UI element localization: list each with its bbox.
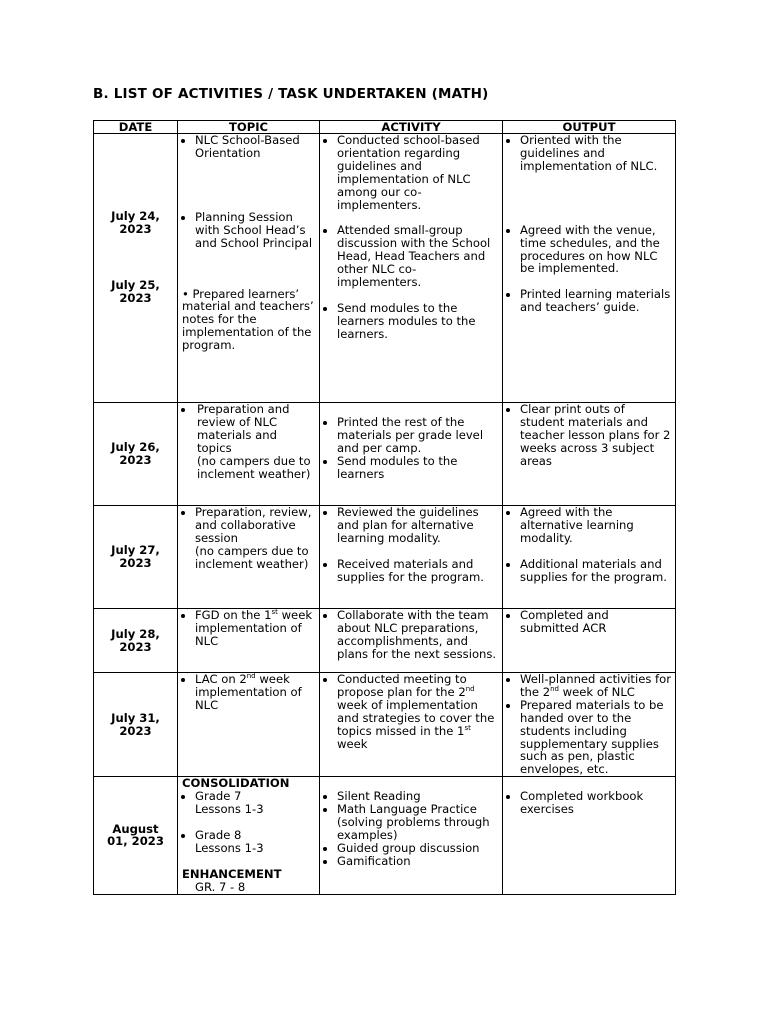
topic-sub: Lessons 1-3: [195, 840, 264, 855]
activity-item: • Conducted school-based orientation regarding guidelines and implementation of NLC among our co-implementers.: [337, 134, 498, 211]
topic-item: • Planning Session with School Head’s and School Principal: [195, 211, 315, 250]
date-label: July 24, 2023: [111, 209, 160, 237]
topic-item: • Grade 8: [195, 829, 315, 842]
activity-item: • Gamification: [337, 855, 498, 868]
date-label: August 01, 2023: [107, 821, 164, 849]
output-item: • Completed and submitted ACR: [520, 609, 671, 635]
date-cell: [94, 673, 178, 777]
output-item: • Oriented with the guidelines and implementation of NLC.: [520, 134, 671, 173]
topic-cell: [178, 134, 320, 403]
activity-item: • Send modules to the learners modules to the learners.: [337, 302, 498, 341]
activity-cell: [320, 403, 503, 506]
activity-item: • Received materials and supplies for the program.: [337, 558, 498, 584]
output-item: • Additional materials and supplies for the program.: [520, 558, 671, 584]
header-activity: ACTIVITY: [320, 121, 503, 134]
output-item: • Completed workbook exercises: [520, 790, 671, 816]
table-row: [94, 609, 676, 673]
date-cell: [94, 506, 178, 609]
date-label: July 26, 2023: [111, 440, 160, 467]
topic-cell: [178, 609, 320, 673]
output-item: • Prepared materials to be handed over to the students including supplementary supplies such as pen, plastic envelopes, etc.: [520, 699, 671, 776]
consolidation-heading: CONSOLIDATION: [182, 776, 290, 791]
topic-sub: GR. 7 - 8: [195, 879, 246, 894]
activity-item: • Conducted meeting to propose plan for the 2nd week of implementation and strategies to cover the topics missed in the 1st week: [337, 673, 498, 750]
header-topic: TOPIC: [178, 121, 320, 134]
output-item: • Clear print outs of student materials and teacher lesson plans for 2 weeks across 3 subject areas: [520, 403, 671, 468]
activities-table: [93, 120, 676, 895]
topic-item: • NLC School-Based Orientation: [195, 134, 315, 160]
date-label: July 25, 2023: [111, 278, 160, 305]
activity-item: • Reviewed the guidelines and plan for alternative learning modality.: [337, 506, 498, 545]
topic-cell: [178, 403, 320, 506]
date-label: July 28, 2023: [111, 626, 160, 654]
output-item: • Agreed with the venue, time schedules, and the procedures on how NLC be implemented.: [520, 224, 671, 276]
output-cell: [503, 673, 676, 777]
activity-cell: [320, 134, 503, 403]
output-item: • Printed learning materials and teachers’ guide.: [520, 288, 671, 314]
topic-item: • FGD on the 1st week implementation of NLC: [195, 609, 315, 648]
activity-item: • Silent Reading: [337, 790, 498, 803]
activity-cell: [320, 506, 503, 609]
activity-item: • Math Language Practice (solving problems through examples): [337, 803, 498, 842]
activity-cell: [320, 777, 503, 894]
date-label: July 31, 2023: [111, 710, 160, 738]
date-label: July 27, 2023: [111, 543, 160, 570]
topic-sub: Lessons 1-3: [195, 802, 264, 817]
document-title: B. LIST OF ACTIVITIES / TASK UNDERTAKEN (MATH): [93, 86, 489, 102]
topic-cell: [178, 777, 320, 894]
date-cell: [94, 609, 178, 673]
topic-text: • Prepared learners’ material and teachers’ notes for the implementation of the program.: [182, 286, 314, 353]
enhancement-heading: ENHANCEMENT: [182, 866, 282, 881]
table-header-row: [94, 121, 676, 134]
topic-cell: [178, 673, 320, 777]
topic-cell: [178, 506, 320, 609]
table-row: [94, 673, 676, 777]
date-cell: [94, 403, 178, 506]
output-cell: [503, 506, 676, 609]
topic-item: • LAC on 2nd week implementation of NLC: [195, 673, 315, 712]
activity-item: • Printed the rest of the materials per grade level and per camp.: [337, 416, 498, 455]
output-cell: [503, 134, 676, 403]
date-cell: [94, 777, 178, 894]
activity-cell: [320, 609, 503, 673]
activity-item: • Send modules to the learners: [337, 455, 498, 481]
activity-cell: [320, 673, 503, 777]
header-date: DATE: [94, 121, 178, 134]
output-item: • Well-planned activities for the 2nd week of NLC: [520, 673, 671, 699]
topic-item: • Grade 7: [195, 790, 315, 803]
topic-item: • Preparation and review of NLC materials and topics (no campers due to inclement weather): [195, 403, 315, 480]
output-cell: [503, 777, 676, 894]
activity-item: • Collaborate with the team about NLC preparations, accomplishments, and plans for the next sessions.: [337, 609, 498, 661]
table-row: [94, 403, 676, 506]
header-output: OUTPUT: [503, 121, 676, 134]
output-cell: [503, 403, 676, 506]
table-row: [94, 506, 676, 609]
output-item: • Agreed with the alternative learning modality.: [520, 506, 671, 545]
table-row: [94, 134, 676, 403]
table-row: [94, 777, 676, 894]
activity-item: • Guided group discussion: [337, 842, 498, 855]
output-cell: [503, 609, 676, 673]
date-cell: [94, 134, 178, 403]
activity-item: • Attended small-group discussion with the School Head, Head Teachers and other NLC co-implementers.: [337, 224, 498, 289]
topic-item: • Preparation, review, and collaborative session (no campers due to inclement weather): [195, 506, 315, 571]
